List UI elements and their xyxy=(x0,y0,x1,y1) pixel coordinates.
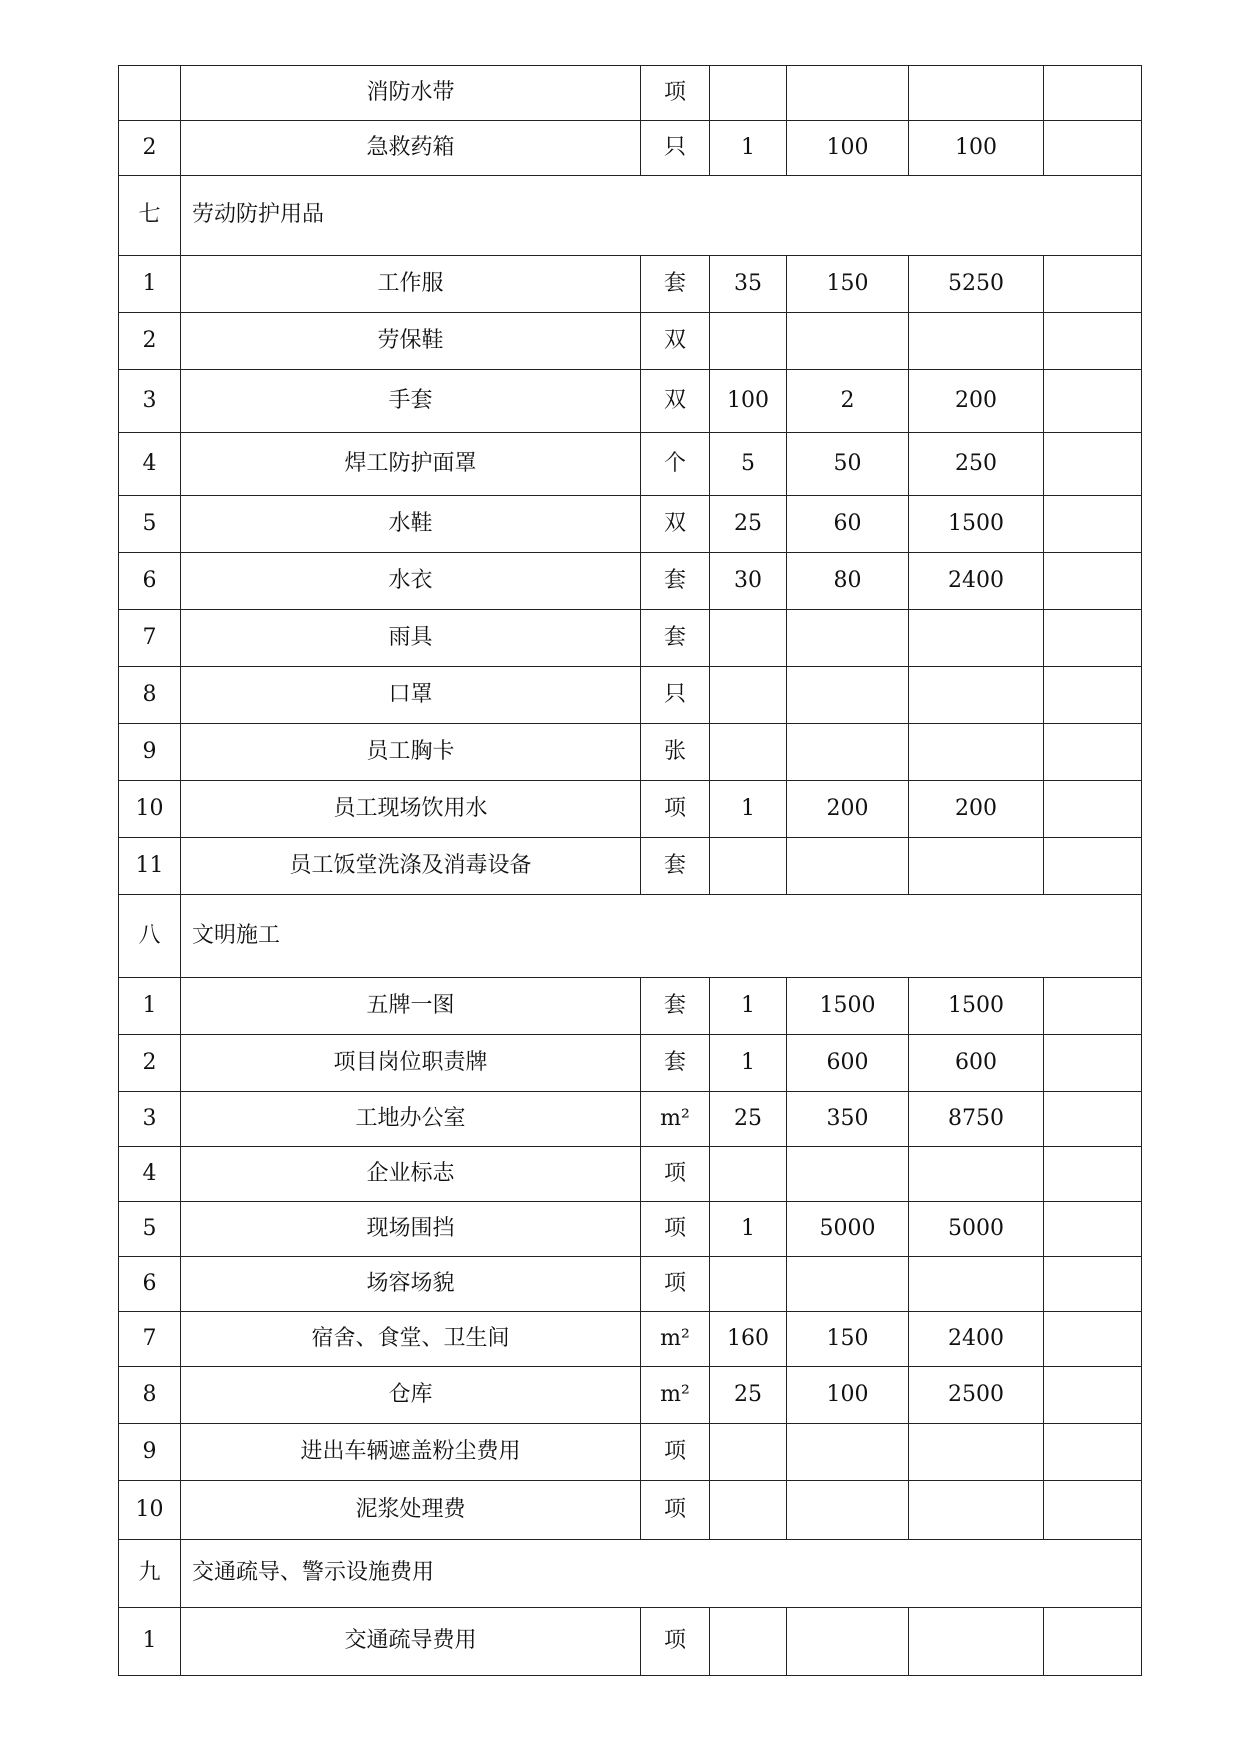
item-name: 泥浆处理费 xyxy=(181,1481,641,1540)
item-unit-price: 100 xyxy=(787,1367,909,1424)
row-number: 11 xyxy=(119,838,181,895)
table-row xyxy=(119,1367,1142,1424)
item-name: 手套 xyxy=(181,370,641,433)
item-quantity: 35 xyxy=(710,256,787,313)
item-note xyxy=(1044,1092,1142,1147)
row-number: 2 xyxy=(119,313,181,370)
item-unit: 套 xyxy=(641,978,710,1035)
item-note xyxy=(1044,121,1142,176)
item-quantity xyxy=(710,1608,787,1676)
item-name: 企业标志 xyxy=(181,1147,641,1202)
item-unit: 项 xyxy=(641,1424,710,1481)
table-row xyxy=(119,1424,1142,1481)
row-number: 4 xyxy=(119,1147,181,1202)
item-name: 场容场貌 xyxy=(181,1257,641,1312)
table-row xyxy=(119,667,1142,724)
item-amount xyxy=(909,724,1044,781)
item-amount xyxy=(909,667,1044,724)
item-name: 进出车辆遮盖粉尘费用 xyxy=(181,1424,641,1481)
item-amount xyxy=(909,838,1044,895)
item-name: 项目岗位职责牌 xyxy=(181,1035,641,1092)
item-unit: 套 xyxy=(641,838,710,895)
row-number: 5 xyxy=(119,496,181,553)
item-unit-price: 600 xyxy=(787,1035,909,1092)
table-row xyxy=(119,724,1142,781)
item-note xyxy=(1044,1035,1142,1092)
item-quantity xyxy=(710,610,787,667)
item-unit: m² xyxy=(641,1312,710,1367)
item-unit: 项 xyxy=(641,1202,710,1257)
item-quantity: 100 xyxy=(710,370,787,433)
item-note xyxy=(1044,66,1142,121)
table-row xyxy=(119,1312,1142,1367)
item-name: 工作服 xyxy=(181,256,641,313)
item-quantity: 1 xyxy=(710,978,787,1035)
item-name: 水衣 xyxy=(181,553,641,610)
item-quantity: 1 xyxy=(710,1202,787,1257)
row-number: 七 xyxy=(119,176,181,256)
item-name: 五牌一图 xyxy=(181,978,641,1035)
table-row xyxy=(119,1608,1142,1676)
item-unit: 项 xyxy=(641,66,710,121)
section-title: 劳动防护用品 xyxy=(181,176,1142,256)
item-unit: 项 xyxy=(641,781,710,838)
row-number: 2 xyxy=(119,1035,181,1092)
item-quantity: 1 xyxy=(710,121,787,176)
item-unit-price: 60 xyxy=(787,496,909,553)
item-amount xyxy=(909,610,1044,667)
item-unit-price xyxy=(787,66,909,121)
row-number: 8 xyxy=(119,1367,181,1424)
item-quantity xyxy=(710,1257,787,1312)
section-title: 交通疏导、警示设施费用 xyxy=(181,1540,1142,1608)
row-number: 9 xyxy=(119,1424,181,1481)
item-unit: 双 xyxy=(641,496,710,553)
row-number: 八 xyxy=(119,895,181,978)
item-unit: 项 xyxy=(641,1257,710,1312)
item-note xyxy=(1044,1367,1142,1424)
table-row xyxy=(119,66,1142,121)
item-name: 宿舍、食堂、卫生间 xyxy=(181,1312,641,1367)
item-amount xyxy=(909,66,1044,121)
item-note xyxy=(1044,781,1142,838)
table-row xyxy=(119,433,1142,496)
table-row xyxy=(119,256,1142,313)
item-unit-price: 200 xyxy=(787,781,909,838)
item-unit-price: 350 xyxy=(787,1092,909,1147)
item-name: 焊工防护面罩 xyxy=(181,433,641,496)
table-row xyxy=(119,610,1142,667)
item-name: 员工现场饮用水 xyxy=(181,781,641,838)
item-unit: 只 xyxy=(641,121,710,176)
item-note xyxy=(1044,1257,1142,1312)
row-number xyxy=(119,66,181,121)
item-unit-price: 50 xyxy=(787,433,909,496)
table-row xyxy=(119,978,1142,1035)
item-amount: 250 xyxy=(909,433,1044,496)
table-row xyxy=(119,1147,1142,1202)
table-row xyxy=(119,1202,1142,1257)
row-number: 10 xyxy=(119,1481,181,1540)
item-amount: 5250 xyxy=(909,256,1044,313)
item-quantity xyxy=(710,313,787,370)
item-name: 劳保鞋 xyxy=(181,313,641,370)
row-number: 5 xyxy=(119,1202,181,1257)
item-quantity: 1 xyxy=(710,781,787,838)
section-row xyxy=(119,1540,1142,1608)
item-note xyxy=(1044,1202,1142,1257)
row-number: 1 xyxy=(119,978,181,1035)
item-unit-price xyxy=(787,1147,909,1202)
item-name: 员工饭堂洗涤及消毒设备 xyxy=(181,838,641,895)
item-quantity xyxy=(710,1481,787,1540)
section-row xyxy=(119,895,1142,978)
item-note xyxy=(1044,496,1142,553)
item-quantity: 25 xyxy=(710,496,787,553)
item-amount xyxy=(909,1257,1044,1312)
item-quantity xyxy=(710,1147,787,1202)
row-number: 9 xyxy=(119,724,181,781)
item-amount xyxy=(909,1424,1044,1481)
item-unit: 张 xyxy=(641,724,710,781)
item-unit: 项 xyxy=(641,1608,710,1676)
item-note xyxy=(1044,1481,1142,1540)
row-number: 3 xyxy=(119,370,181,433)
item-amount: 1500 xyxy=(909,496,1044,553)
item-note xyxy=(1044,370,1142,433)
item-amount: 600 xyxy=(909,1035,1044,1092)
item-note xyxy=(1044,1424,1142,1481)
table-row xyxy=(119,781,1142,838)
item-name: 员工胸卡 xyxy=(181,724,641,781)
item-quantity: 25 xyxy=(710,1367,787,1424)
item-quantity: 5 xyxy=(710,433,787,496)
item-unit-price xyxy=(787,1424,909,1481)
item-note xyxy=(1044,724,1142,781)
item-amount: 2500 xyxy=(909,1367,1044,1424)
item-name: 仓库 xyxy=(181,1367,641,1424)
item-unit-price xyxy=(787,838,909,895)
item-unit: 套 xyxy=(641,1035,710,1092)
item-amount: 100 xyxy=(909,121,1044,176)
row-number: 10 xyxy=(119,781,181,838)
item-note xyxy=(1044,978,1142,1035)
item-quantity xyxy=(710,667,787,724)
item-name: 水鞋 xyxy=(181,496,641,553)
item-name: 口罩 xyxy=(181,667,641,724)
item-amount xyxy=(909,1147,1044,1202)
row-number: 1 xyxy=(119,256,181,313)
item-note xyxy=(1044,553,1142,610)
row-number: 4 xyxy=(119,433,181,496)
item-note xyxy=(1044,256,1142,313)
row-number: 8 xyxy=(119,667,181,724)
item-quantity: 25 xyxy=(710,1092,787,1147)
item-amount: 1500 xyxy=(909,978,1044,1035)
item-quantity xyxy=(710,838,787,895)
item-name: 工地办公室 xyxy=(181,1092,641,1147)
item-amount: 2400 xyxy=(909,1312,1044,1367)
item-note xyxy=(1044,313,1142,370)
item-quantity: 30 xyxy=(710,553,787,610)
item-name: 现场围挡 xyxy=(181,1202,641,1257)
item-unit-price xyxy=(787,313,909,370)
item-name: 交通疏导费用 xyxy=(181,1608,641,1676)
item-unit: 项 xyxy=(641,1481,710,1540)
item-note xyxy=(1044,1147,1142,1202)
item-amount: 2400 xyxy=(909,553,1044,610)
item-note xyxy=(1044,1312,1142,1367)
item-unit: 只 xyxy=(641,667,710,724)
item-unit: 个 xyxy=(641,433,710,496)
item-note xyxy=(1044,1608,1142,1676)
item-quantity xyxy=(710,1424,787,1481)
row-number: 7 xyxy=(119,1312,181,1367)
item-note xyxy=(1044,433,1142,496)
cost-table xyxy=(118,65,1142,1676)
table-row xyxy=(119,1035,1142,1092)
item-unit: m² xyxy=(641,1367,710,1424)
item-unit-price: 80 xyxy=(787,553,909,610)
item-amount: 200 xyxy=(909,370,1044,433)
item-note xyxy=(1044,610,1142,667)
table-row xyxy=(119,370,1142,433)
cost-table-body xyxy=(119,66,1142,1676)
item-unit-price: 5000 xyxy=(787,1202,909,1257)
item-unit-price xyxy=(787,610,909,667)
item-quantity xyxy=(710,66,787,121)
item-unit: 套 xyxy=(641,256,710,313)
table-row xyxy=(119,1481,1142,1540)
table-row xyxy=(119,313,1142,370)
item-unit: 套 xyxy=(641,610,710,667)
table-row xyxy=(119,838,1142,895)
item-note xyxy=(1044,838,1142,895)
item-unit-price: 2 xyxy=(787,370,909,433)
item-unit-price: 100 xyxy=(787,121,909,176)
item-amount: 5000 xyxy=(909,1202,1044,1257)
row-number: 6 xyxy=(119,553,181,610)
item-quantity: 160 xyxy=(710,1312,787,1367)
row-number: 7 xyxy=(119,610,181,667)
item-unit: 项 xyxy=(641,1147,710,1202)
row-number: 3 xyxy=(119,1092,181,1147)
item-unit: 双 xyxy=(641,313,710,370)
item-quantity xyxy=(710,724,787,781)
item-unit-price: 150 xyxy=(787,256,909,313)
row-number: 6 xyxy=(119,1257,181,1312)
item-unit-price xyxy=(787,1257,909,1312)
item-name: 急救药箱 xyxy=(181,121,641,176)
item-amount: 8750 xyxy=(909,1092,1044,1147)
row-number: 2 xyxy=(119,121,181,176)
item-unit-price xyxy=(787,724,909,781)
item-unit: 双 xyxy=(641,370,710,433)
row-number: 1 xyxy=(119,1608,181,1676)
table-row xyxy=(119,1257,1142,1312)
table-row xyxy=(119,496,1142,553)
row-number: 九 xyxy=(119,1540,181,1608)
item-name: 雨具 xyxy=(181,610,641,667)
item-amount xyxy=(909,313,1044,370)
item-unit-price: 150 xyxy=(787,1312,909,1367)
item-unit: m² xyxy=(641,1092,710,1147)
item-amount xyxy=(909,1481,1044,1540)
item-unit-price xyxy=(787,1481,909,1540)
table-row xyxy=(119,1092,1142,1147)
item-amount: 200 xyxy=(909,781,1044,838)
item-amount xyxy=(909,1608,1044,1676)
section-title: 文明施工 xyxy=(181,895,1142,978)
item-unit-price xyxy=(787,1608,909,1676)
table-row xyxy=(119,553,1142,610)
item-name: 消防水带 xyxy=(181,66,641,121)
item-note xyxy=(1044,667,1142,724)
section-row xyxy=(119,176,1142,256)
item-quantity: 1 xyxy=(710,1035,787,1092)
item-unit-price: 1500 xyxy=(787,978,909,1035)
item-unit: 套 xyxy=(641,553,710,610)
item-unit-price xyxy=(787,667,909,724)
table-row xyxy=(119,121,1142,176)
